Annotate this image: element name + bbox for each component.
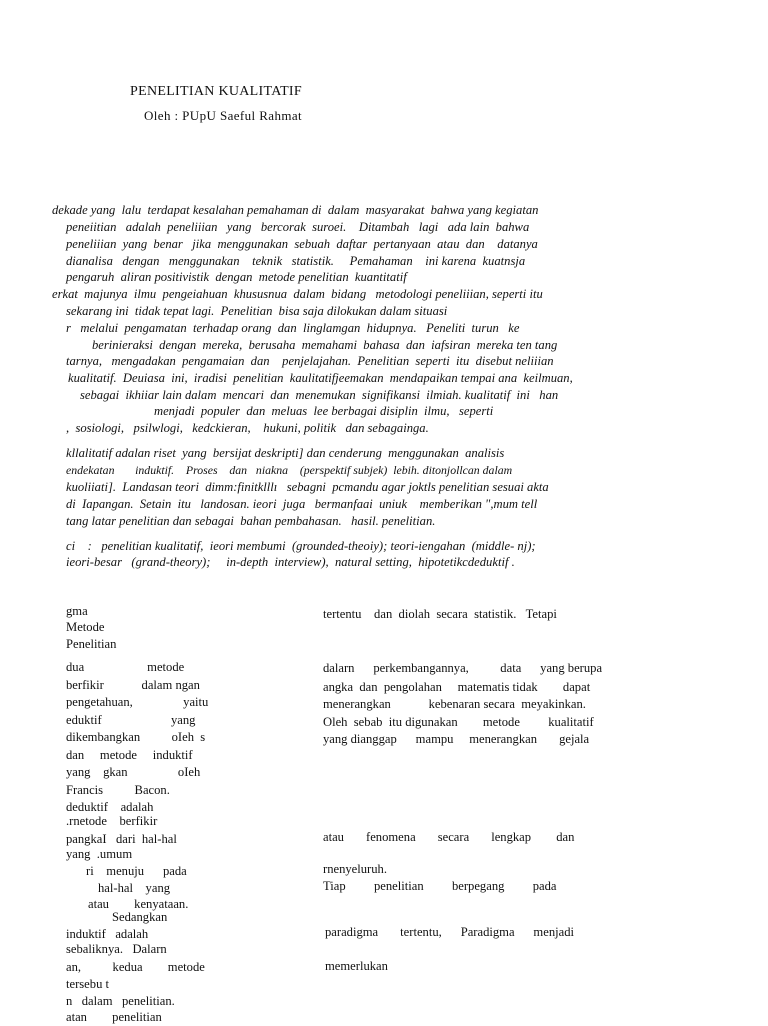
abstract-line: , sosiologi, psilwlogi, kedckieran, hukuni, politik dan sebagainga. [66, 421, 429, 435]
left-column-line: hal-hal yang [98, 881, 171, 895]
left-column-line: dua metode [66, 660, 185, 674]
abstract-line: peneliiian yang benar jika menggunakan sebuah daftar pertanyaan atau dan datanya [66, 237, 538, 251]
left-column-line: n dalam penelitian. [66, 994, 175, 1008]
abstract-line: sebagai ikhiiar lain dalam mencari dan menemukan signifikansi ilmiah. kualitatif ini han [80, 388, 559, 402]
abstract-line: menjadi populer dan meluas lee berbagai disiplin ilmu, seperti [154, 404, 494, 418]
right-column-line: tertentu dan diolah secara statistik. Tetapi [323, 607, 557, 621]
abstract-line: sekarang ini tidak tepat lagi. Penelitian bisa saja dilokukan dalam situasi [66, 304, 448, 318]
definition-line: di Iapangan. Setain itu landosan. ieori juga bermanfaai uniuk memberikan ",mum tell [66, 497, 538, 511]
abstract-line: peneiitian adalah peneliiian yang bercorak suroei. Ditambah lagi ada lain bahwa [66, 220, 530, 234]
page-title: PENELITIAN KUALITATIF [130, 84, 302, 99]
right-column-line: atau fenomena secara lengkap dan [323, 830, 575, 844]
left-column-line: .rnetode berfikir [66, 814, 158, 828]
left-column-line: eduktif yang [66, 713, 196, 727]
abstract-line: dekade yang lalu terdapat kesalahan pemahaman di dalam masyarakat bahwa yang kegiatan [52, 203, 539, 217]
abstract-line: erkat majunya ilmu pengeiahuan khususnua dalam bidang metodologi peneliiian, seperti itu [52, 287, 543, 301]
left-column-line: ri menuju pada [86, 864, 187, 878]
left-column-line: Sedangkan [112, 910, 168, 924]
left-column-line: berfikir dalam ngan [66, 678, 200, 692]
left-column-line: induktif adalah [66, 927, 149, 941]
left-column-line: dan metode induktif [66, 748, 193, 762]
right-column-line: paradigma tertentu, Paradigma menjadi [325, 925, 575, 939]
abstract-line: dianalisa dengan menggunakan teknik statistik. Pemahaman ini karena kuatnsja [66, 254, 526, 268]
right-column-line: memerlukan [325, 959, 388, 973]
right-column-line: rnenyeluruh. [323, 862, 387, 876]
definition-line: kuoliiati]. Landasan teori dimm:finitklllı sebagni pcmandu agar joktls penelitian sesuai akta [66, 480, 549, 494]
keywords-line: ci : penelitian kualitatif, ieori membumi (grounded-theoiy); teori-iengahan (middle- nj); [66, 539, 536, 553]
abstract-line: berinieraksi dengan mereka, berusaha memahami bahasa dan iafsiran mereka ten tang [92, 338, 558, 352]
left-column-line: yang .umum [66, 847, 133, 861]
left-column-line: an, kedua metode [66, 960, 205, 974]
right-column-line: Tiap penelitian berpegang pada [323, 879, 557, 893]
right-column-line: angka dan pengolahan matematis tidak dapat [323, 680, 591, 694]
definition-line: kllalitatif adalan riset yang bersijat deskripti] dan cenderung menggunakan analisis [66, 446, 505, 460]
left-column-line: deduktif adalah [66, 800, 154, 814]
author-line: Oleh : PUpU Saeful Rahmat [144, 108, 303, 123]
right-column-line: Oleh sebab itu digunakan metode kualitatif [323, 715, 594, 729]
definition-line: tang latar penelitian dan sebagai bahan pembahasan. hasil. penelitian. [66, 514, 436, 528]
right-column-line: menerangkan kebenaran secara meyakinkan. [323, 697, 586, 711]
left-column-line: pangkaI dari hal-hal [66, 832, 177, 846]
left-column-line: yang gkan oIeh [66, 765, 201, 779]
left-column-line: Penelitian [66, 637, 117, 651]
abstract-line: pengaruh aliran positivistik dengan metode penelitian kuantitatif [66, 270, 407, 284]
left-column-line: atau kenyataan. [88, 897, 189, 911]
left-column-line: dikembangkan oIeh s [66, 730, 206, 744]
left-column-line: gma [66, 604, 88, 618]
abstract-line: r melalui pengamatan terhadap orang dan linglamgan hidupnya. Peneliti turun ke [66, 321, 520, 335]
abstract-line: tarnya, mengadakan pengamaian dan penjelajahan. Penelitian seperti itu disebut neliiian [66, 354, 554, 368]
left-column-line: atan penelitian [66, 1010, 162, 1024]
left-column-line: tersebu t [66, 977, 110, 991]
abstract-line: kualitatif. Deuiasa ini, iradisi penelitian kaulitatifjeemakan mendapaikan tempai ana keilmuan, [68, 371, 573, 385]
left-column-line: Francis Bacon. [66, 783, 170, 797]
left-column-line: sebaliknya. Dalarn [66, 942, 167, 956]
definition-line: endekatan induktif. Proses dan niakna (perspektif subjek) lebih. ditonjollcan dalam [66, 463, 513, 477]
right-column-line: yang dianggap mampu menerangkan gejala [323, 732, 590, 746]
left-column-line: Metode [66, 620, 105, 634]
keywords-line: ieori-besar (grand-theory); in-depth interview), natural setting, hipotetikcdeduktif . [66, 555, 515, 569]
left-column-line: pengetahuan, yaitu [66, 695, 209, 709]
right-column-line: dalarn perkembangannya, data yang berupa [323, 661, 603, 675]
